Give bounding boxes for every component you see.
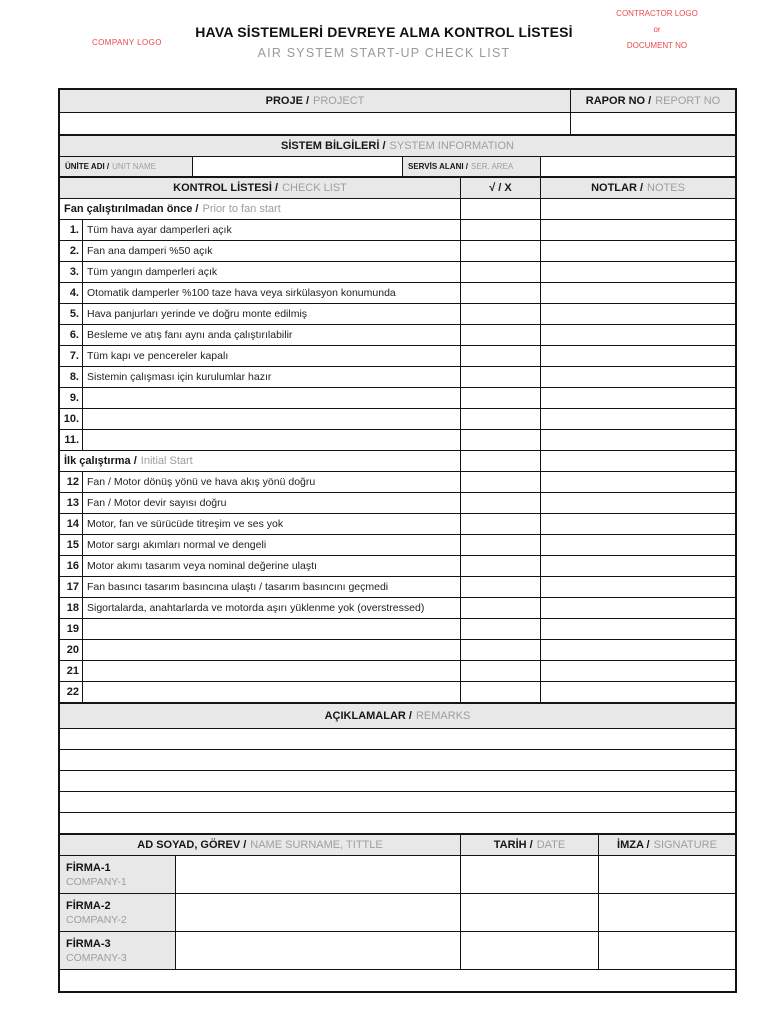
signature-label-en: SIGNATURE bbox=[653, 839, 717, 851]
check-cell[interactable] bbox=[460, 346, 540, 366]
contractor-logo-text: CONTRACTOR LOGO bbox=[616, 9, 698, 18]
item-number: 14 bbox=[60, 514, 82, 534]
signature-cell[interactable] bbox=[598, 894, 735, 931]
section-title-en: Prior to fan start bbox=[202, 203, 281, 215]
signature-row bbox=[60, 855, 735, 893]
form-table bbox=[58, 88, 737, 993]
notes-cell[interactable] bbox=[540, 493, 735, 513]
check-cell[interactable] bbox=[460, 640, 540, 660]
project-label bbox=[60, 90, 570, 112]
remark-line-cell[interactable] bbox=[60, 792, 735, 812]
remarks-body bbox=[60, 728, 735, 833]
checklist-item-row bbox=[60, 681, 735, 702]
project-value-cell[interactable] bbox=[60, 113, 570, 134]
unit-name-label bbox=[60, 157, 192, 176]
name-label-en: NAME SURNAME, TITTLE bbox=[250, 839, 383, 851]
item-text bbox=[82, 682, 460, 702]
checklist-item-row bbox=[60, 387, 735, 408]
check-cell[interactable] bbox=[460, 556, 540, 576]
check-cell[interactable] bbox=[460, 430, 540, 450]
notes-cell[interactable] bbox=[540, 262, 735, 282]
item-number: 6. bbox=[60, 325, 82, 345]
remark-row bbox=[60, 812, 735, 833]
checklist-item-row bbox=[60, 261, 735, 282]
remark-line-cell[interactable] bbox=[60, 771, 735, 791]
item-text bbox=[82, 409, 460, 429]
check-cell[interactable] bbox=[460, 388, 540, 408]
item-text bbox=[82, 661, 460, 681]
item-number: 8. bbox=[60, 367, 82, 387]
section-header-row bbox=[60, 198, 735, 219]
title-turkish: HAVA SİSTEMLERİ DEVREYE ALMA KONTROL LİSTESİ bbox=[195, 24, 573, 40]
item-number: 13 bbox=[60, 493, 82, 513]
item-number: 10. bbox=[60, 409, 82, 429]
check-cell[interactable] bbox=[460, 304, 540, 324]
item-text: Hava panjurları yerinde ve doğru monte edilmiş bbox=[82, 304, 460, 324]
notes-cell[interactable] bbox=[540, 661, 735, 681]
date-label-tr: TARİH / bbox=[493, 839, 533, 851]
checklist-item-row bbox=[60, 555, 735, 576]
checklist-header-tr: KONTROL LİSTESİ / bbox=[173, 182, 279, 194]
check-cell[interactable] bbox=[460, 619, 540, 639]
notes-cell[interactable] bbox=[540, 535, 735, 555]
signature-row bbox=[60, 931, 735, 969]
system-info-fields-row bbox=[60, 156, 735, 176]
check-cell[interactable] bbox=[460, 598, 540, 618]
notes-cell[interactable] bbox=[540, 514, 735, 534]
unit-name-label-tr: ÜNİTE ADI / bbox=[65, 162, 110, 171]
date-label bbox=[460, 835, 598, 855]
item-number: 1. bbox=[60, 220, 82, 240]
service-area-label-en: SER. AREA bbox=[471, 162, 514, 171]
checklist-item-row bbox=[60, 366, 735, 387]
item-text: Fan basıncı tasarım basıncına ulaştı / tasarım basıncını geçmedi bbox=[82, 577, 460, 597]
company-label-tr: FİRMA-1 bbox=[66, 861, 111, 874]
item-number: 2. bbox=[60, 241, 82, 261]
notes-cell[interactable] bbox=[540, 283, 735, 303]
system-info-label bbox=[60, 136, 735, 156]
check-cell[interactable] bbox=[460, 220, 540, 240]
notes-cell[interactable] bbox=[540, 598, 735, 618]
remark-row bbox=[60, 749, 735, 770]
checklist-item-row bbox=[60, 303, 735, 324]
notes-cell[interactable] bbox=[540, 325, 735, 345]
check-cell[interactable] bbox=[460, 367, 540, 387]
item-number: 9. bbox=[60, 388, 82, 408]
system-info-header-row bbox=[60, 134, 735, 156]
item-text: Fan ana damperi %50 açık bbox=[82, 241, 460, 261]
unit-name-label-en: UNIT NAME bbox=[112, 162, 157, 171]
item-number: 11. bbox=[60, 430, 82, 450]
item-text: Motor sargı akımları normal ve dengeli bbox=[82, 535, 460, 555]
check-cell[interactable] bbox=[460, 577, 540, 597]
notes-cell[interactable] bbox=[540, 430, 735, 450]
item-text bbox=[82, 619, 460, 639]
system-info-label-en: SYSTEM INFORMATION bbox=[389, 140, 514, 152]
section-header-row bbox=[60, 450, 735, 471]
company-label-en: COMPANY-3 bbox=[66, 951, 127, 964]
unit-name-value-cell[interactable] bbox=[192, 157, 402, 176]
remarks-header-row bbox=[60, 702, 735, 728]
item-text bbox=[82, 430, 460, 450]
company-label-tr: FİRMA-2 bbox=[66, 899, 111, 912]
item-number: 22 bbox=[60, 682, 82, 702]
company-logo: COMPANY LOGO bbox=[92, 38, 162, 47]
check-cell[interactable] bbox=[460, 682, 540, 702]
checklist-item-row bbox=[60, 639, 735, 660]
checklist-header-en: CHECK LIST bbox=[282, 182, 347, 194]
section-title bbox=[60, 451, 460, 471]
checklist-item-row bbox=[60, 240, 735, 261]
notes-cell[interactable] bbox=[540, 409, 735, 429]
checklist-item-row bbox=[60, 597, 735, 618]
check-cell[interactable] bbox=[460, 325, 540, 345]
item-text bbox=[82, 640, 460, 660]
checklist-item-row bbox=[60, 408, 735, 429]
notes-cell[interactable] bbox=[540, 388, 735, 408]
notes-header-tr: NOTLAR / bbox=[591, 182, 644, 194]
company-label-tr: FİRMA-3 bbox=[66, 937, 111, 950]
checklist-header-row bbox=[60, 176, 735, 198]
item-text: Sistemin çalışması için kurulumlar hazır bbox=[82, 367, 460, 387]
section-title-tr: İlk çalıştırma / bbox=[64, 455, 137, 467]
checklist-item-row bbox=[60, 282, 735, 303]
company-label-en: COMPANY-2 bbox=[66, 913, 127, 926]
item-text: Tüm yangın damperleri açık bbox=[82, 262, 460, 282]
item-number: 18 bbox=[60, 598, 82, 618]
check-cell[interactable] bbox=[460, 451, 540, 471]
name-surname-cell[interactable] bbox=[175, 856, 460, 893]
document-no-text: DOCUMENT NO bbox=[626, 41, 688, 50]
checklist-item-row bbox=[60, 324, 735, 345]
check-cell[interactable] bbox=[460, 283, 540, 303]
remark-line-cell[interactable] bbox=[60, 729, 735, 749]
company-label bbox=[60, 894, 175, 931]
checklist-item-row bbox=[60, 618, 735, 639]
system-info-label-tr: SİSTEM BİLGİLERİ / bbox=[281, 140, 386, 152]
item-number: 20 bbox=[60, 640, 82, 660]
form-titles bbox=[134, 24, 634, 60]
remark-line-cell[interactable] bbox=[60, 750, 735, 770]
date-cell[interactable] bbox=[460, 894, 598, 931]
item-number: 16 bbox=[60, 556, 82, 576]
remark-row bbox=[60, 791, 735, 812]
contractor-logo bbox=[592, 6, 722, 54]
section-title-tr: Fan çalıştırılmadan önce / bbox=[64, 203, 199, 215]
item-text: Tüm hava ayar damperleri açık bbox=[82, 220, 460, 240]
check-column-header: √ / X bbox=[460, 178, 540, 198]
item-text: Fan / Motor devir sayısı doğru bbox=[82, 493, 460, 513]
notes-cell[interactable] bbox=[540, 619, 735, 639]
item-number: 7. bbox=[60, 346, 82, 366]
company-label bbox=[60, 932, 175, 969]
project-label-tr: PROJE / bbox=[265, 95, 310, 107]
checklist-item-row bbox=[60, 660, 735, 681]
item-text: Otomatik damperler %100 taze hava veya sirkülasyon konumunda bbox=[82, 283, 460, 303]
name-label-tr: AD SOYAD, GÖREV / bbox=[137, 839, 247, 851]
notes-cell[interactable] bbox=[540, 220, 735, 240]
date-cell[interactable] bbox=[460, 856, 598, 893]
report-no-label-en: REPORT NO bbox=[655, 95, 721, 107]
checklist-header-label bbox=[60, 178, 460, 198]
checklist-item-row bbox=[60, 345, 735, 366]
check-cell[interactable] bbox=[460, 514, 540, 534]
checklist-item-row bbox=[60, 492, 735, 513]
section-title-en: Initial Start bbox=[140, 455, 193, 467]
notes-cell[interactable] bbox=[540, 682, 735, 702]
remarks-label-en: REMARKS bbox=[415, 710, 471, 722]
item-number: 3. bbox=[60, 262, 82, 282]
item-number: 12 bbox=[60, 472, 82, 492]
company-label-en: COMPANY-1 bbox=[66, 875, 127, 888]
check-cell[interactable] bbox=[460, 535, 540, 555]
item-number: 4. bbox=[60, 283, 82, 303]
signature-header-row bbox=[60, 833, 735, 855]
signature-body bbox=[60, 855, 735, 969]
notes-column-header bbox=[540, 178, 735, 198]
check-cell[interactable] bbox=[460, 199, 540, 219]
checklist-item-row bbox=[60, 534, 735, 555]
service-area-label bbox=[402, 157, 540, 176]
checklist-item-row bbox=[60, 429, 735, 450]
item-text: Fan / Motor dönüş yönü ve hava akış yönü doğru bbox=[82, 472, 460, 492]
signature-row bbox=[60, 893, 735, 931]
project-value-row bbox=[60, 112, 735, 134]
item-text: Motor akımı tasarım veya nominal değerine ulaştı bbox=[82, 556, 460, 576]
check-cell[interactable] bbox=[460, 409, 540, 429]
signature-label-tr: İMZA / bbox=[617, 839, 650, 851]
notes-cell[interactable] bbox=[540, 199, 735, 219]
section-title bbox=[60, 199, 460, 219]
item-number: 19 bbox=[60, 619, 82, 639]
name-surname-cell[interactable] bbox=[175, 894, 460, 931]
notes-cell[interactable] bbox=[540, 304, 735, 324]
page-header bbox=[0, 0, 768, 86]
title-english: AIR SYSTEM START-UP CHECK LIST bbox=[257, 46, 511, 60]
name-surname-title-label bbox=[60, 835, 460, 855]
check-cell[interactable] bbox=[460, 472, 540, 492]
item-text: Besleme ve atış fanı aynı anda çalıştırılabilir bbox=[82, 325, 460, 345]
check-cell[interactable] bbox=[460, 262, 540, 282]
bottom-empty-cell[interactable] bbox=[60, 970, 735, 991]
checklist-item-row bbox=[60, 471, 735, 492]
item-number: 15 bbox=[60, 535, 82, 555]
check-cell[interactable] bbox=[460, 661, 540, 681]
name-surname-cell[interactable] bbox=[175, 932, 460, 969]
item-number: 21 bbox=[60, 661, 82, 681]
bottom-empty-row bbox=[60, 969, 735, 991]
project-header-row bbox=[60, 90, 735, 112]
signature-cell[interactable] bbox=[598, 932, 735, 969]
signature-label bbox=[598, 835, 735, 855]
check-cell[interactable] bbox=[460, 493, 540, 513]
company-label bbox=[60, 856, 175, 893]
checklist-item-row bbox=[60, 513, 735, 534]
item-text bbox=[82, 388, 460, 408]
checklist-item-row bbox=[60, 576, 735, 597]
item-text: Motor, fan ve sürücüde titreşim ve ses yok bbox=[82, 514, 460, 534]
report-no-value-cell[interactable] bbox=[570, 113, 735, 134]
project-label-en: PROJECT bbox=[313, 95, 365, 107]
item-number: 17 bbox=[60, 577, 82, 597]
notes-cell[interactable] bbox=[540, 577, 735, 597]
date-label-en: DATE bbox=[536, 839, 566, 851]
remark-row bbox=[60, 770, 735, 791]
service-area-label-tr: SERVİS ALANI / bbox=[408, 162, 469, 171]
notes-cell[interactable] bbox=[540, 472, 735, 492]
remark-row bbox=[60, 728, 735, 749]
checklist-item-row bbox=[60, 219, 735, 240]
or-text: or bbox=[653, 25, 661, 34]
notes-cell[interactable] bbox=[540, 640, 735, 660]
item-number: 5. bbox=[60, 304, 82, 324]
notes-cell[interactable] bbox=[540, 346, 735, 366]
notes-cell[interactable] bbox=[540, 241, 735, 261]
notes-header-en: NOTES bbox=[647, 182, 685, 194]
service-area-value-cell[interactable] bbox=[540, 157, 735, 176]
checklist-body bbox=[60, 198, 735, 702]
check-cell[interactable] bbox=[460, 241, 540, 261]
remarks-label bbox=[60, 704, 735, 728]
report-no-label bbox=[570, 90, 735, 112]
notes-cell[interactable] bbox=[540, 451, 735, 471]
notes-cell[interactable] bbox=[540, 556, 735, 576]
remarks-label-tr: AÇIKLAMALAR / bbox=[324, 710, 412, 722]
item-text: Tüm kapı ve pencereler kapalı bbox=[82, 346, 460, 366]
report-no-label-tr: RAPOR NO / bbox=[585, 95, 652, 107]
signature-cell[interactable] bbox=[598, 856, 735, 893]
remark-line-cell[interactable] bbox=[60, 813, 735, 833]
item-text: Sigortalarda, anahtarlarda ve motorda aşırı yüklenme yok (overstressed) bbox=[82, 598, 460, 618]
notes-cell[interactable] bbox=[540, 367, 735, 387]
date-cell[interactable] bbox=[460, 932, 598, 969]
